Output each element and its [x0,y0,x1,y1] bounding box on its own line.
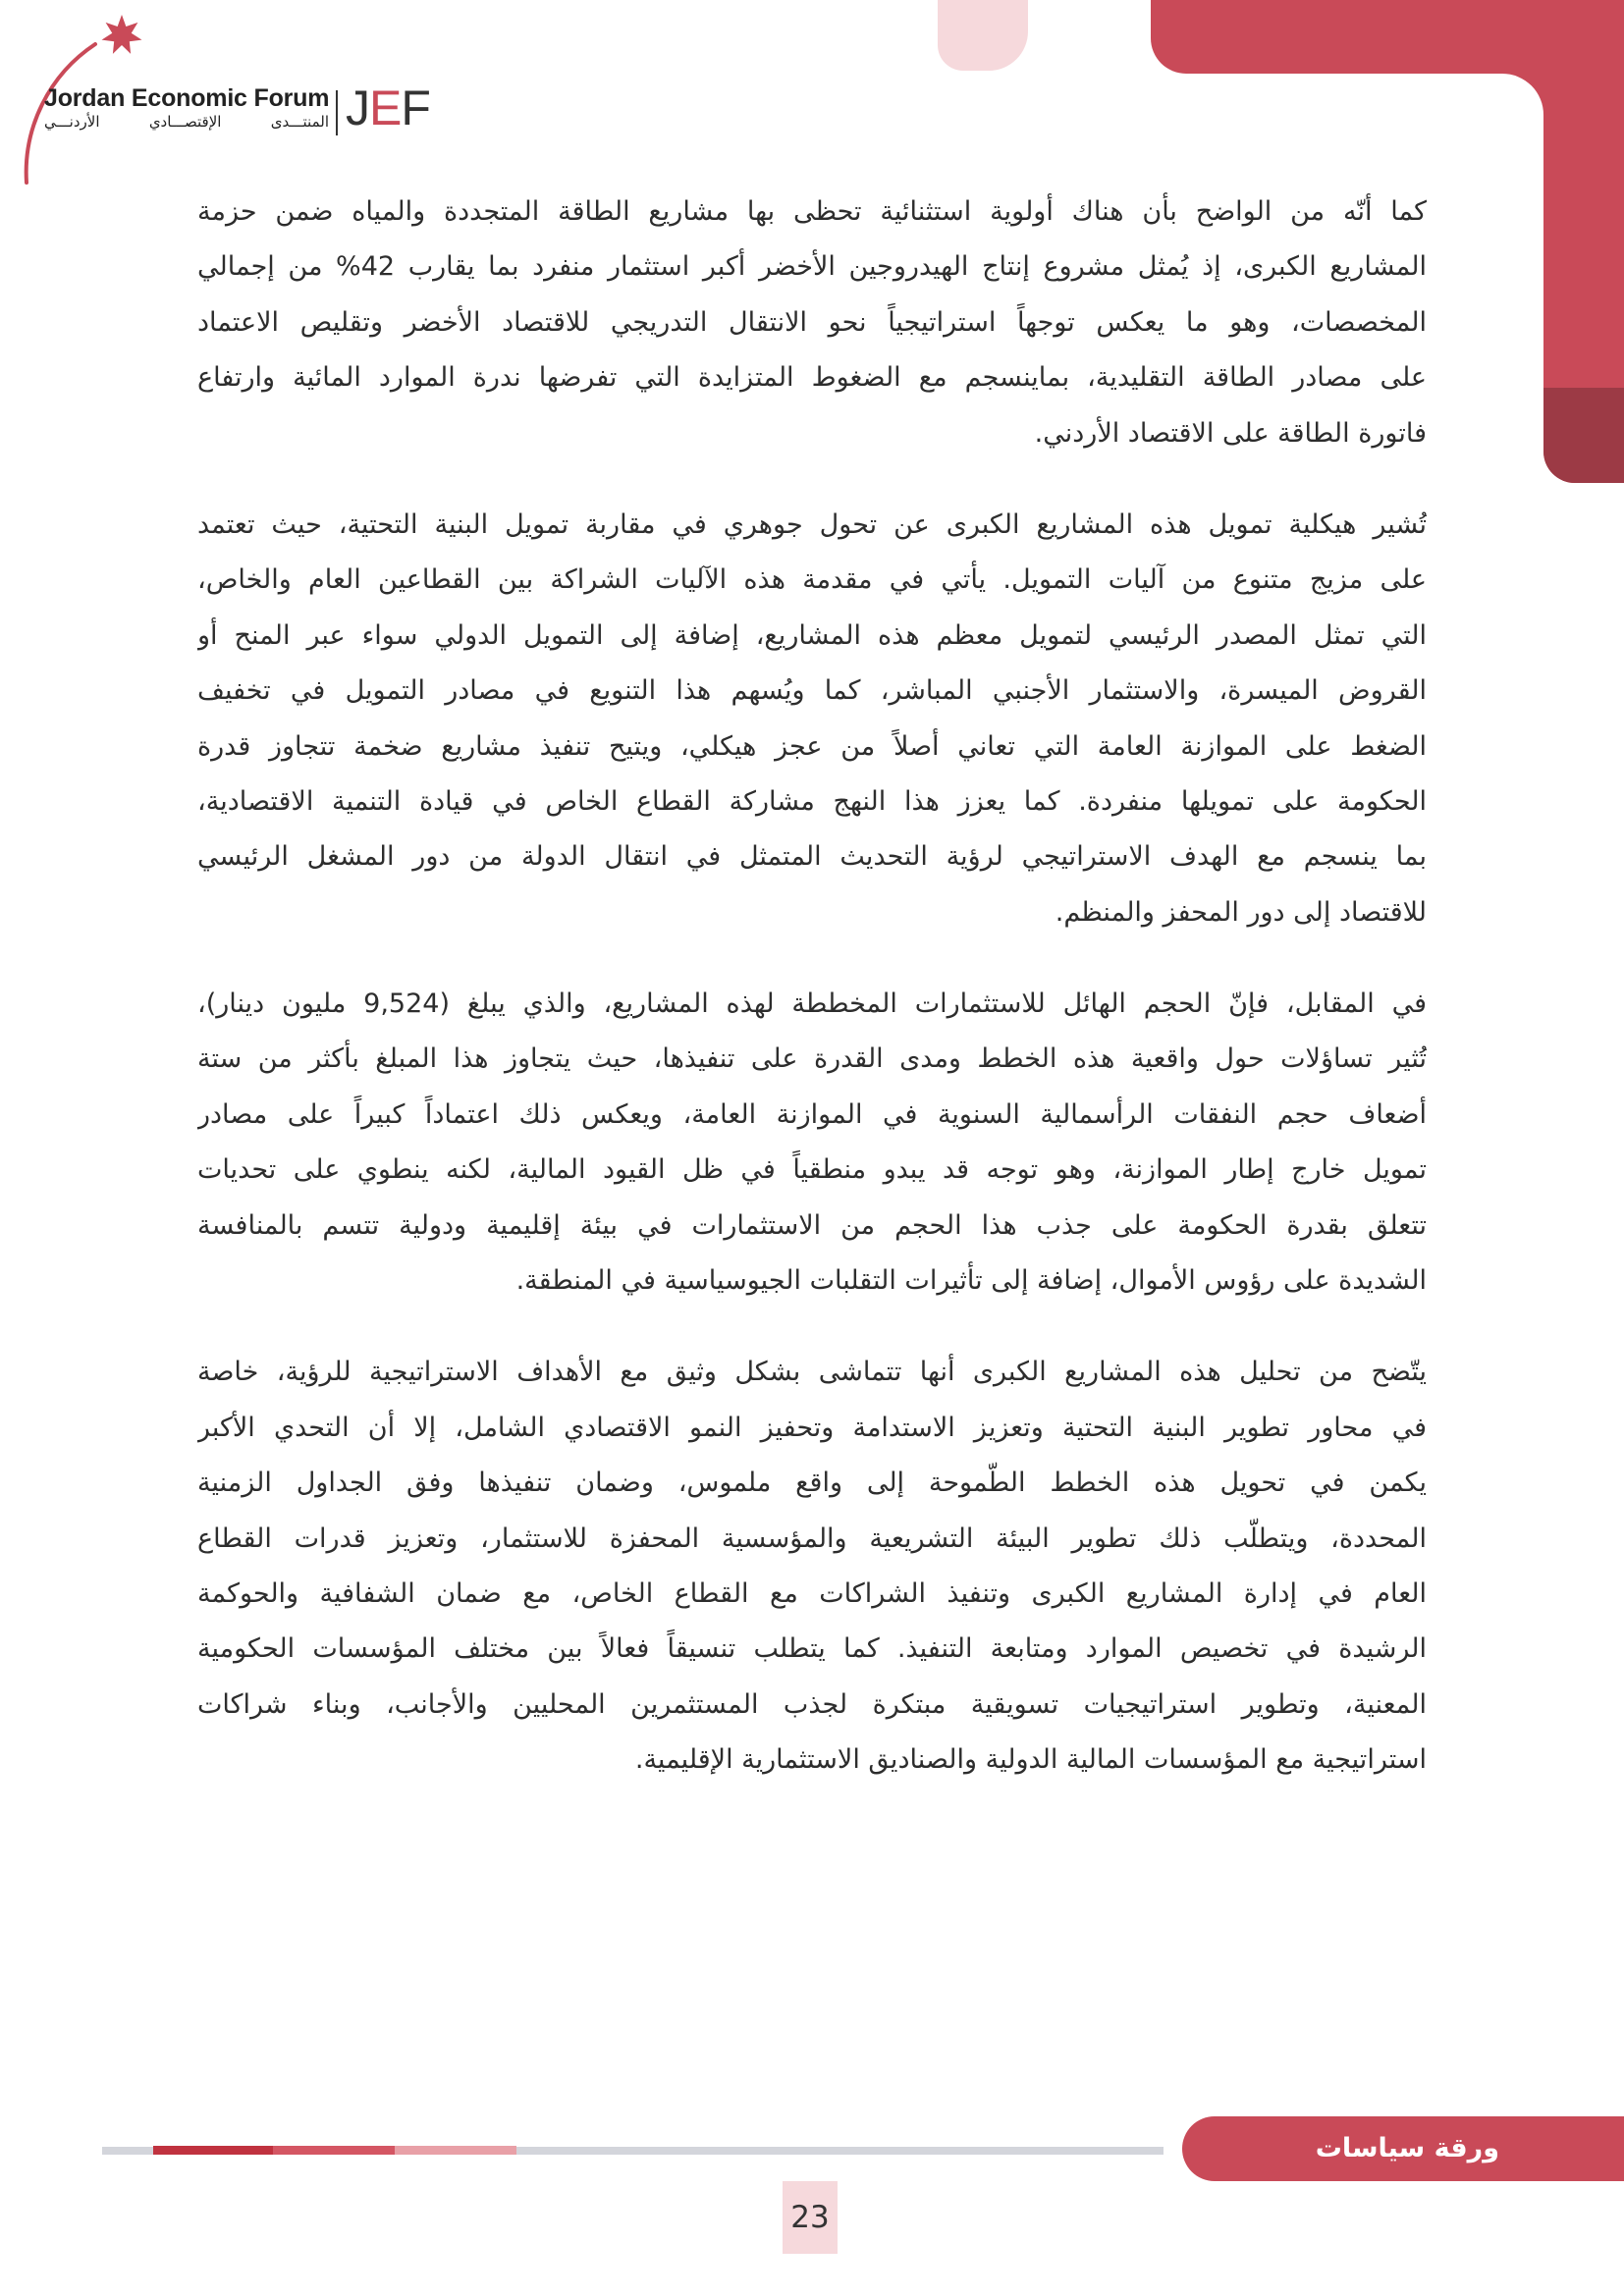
footer-progress-segment-mid [273,2146,395,2155]
paragraph-line: الحكومة على تمويلها منفردة. كما يعزز هذا النهج مشاركة القطاع الخاص في قيادة التنمية الاقتصادية، [197,785,1427,817]
paragraph-line: تمويل خارج إطار الموازنة، وهو توجه قد يبدو منطقياً في ظل القيود المالية، لكنه ينطوي على تحديات [197,1154,1427,1186]
paragraph-line: الرشيدة في تخصيص الموارد ومتابعة التنفيذ. كما يتطلب تنسيقاً فعالاً بين مختلف المؤسسات الحكومية [197,1633,1427,1665]
page-number: 23 [783,2181,838,2254]
paragraph-line: كما أنّه من الواضح بأن هناك أولوية استثنائية تحظى بها مشاريع الطاقة المتجددة والمياه ضمن حزمة [197,196,1427,227]
paragraph-line: تتعلق بقدرة الحكومة على جذب هذا الحجم من الاستثمارات في بيئة إقليمية ودولية تتسم بالمنافسة [197,1209,1427,1241]
section-tab [1182,2116,1624,2181]
paragraph-line: يتّضح من تحليل هذه المشاريع الكبرى أنها تتماشى بشكل وثيق مع الأهداف الاستراتيجية للرؤية، خاصة [197,1357,1427,1388]
header-corner-curve-decoration [1463,74,1543,154]
paragraph-line: في المقابل، فإنّ الحجم الهائل للاستثمارات المخططة لهذه المشاريع، والذي يبلغ (9,524 مليون دينار)، [197,988,1427,1020]
paragraph-line: أضعاف حجم النفقات الرأسمالية السنوية في الموازنة العامة، ويعكس ذلك اعتماداً كبيراً على مصادر [197,1098,1427,1130]
paragraph-line: المخصصات، وهو ما يعكس توجهاً استراتيجياً نحو الانتقال التدريجي للاقتصاد الأخضر وتقليص الاعتماد [197,306,1427,338]
paragraph-line: يكمن في تحويل هذه الخطط الطّموحة إلى واقع ملموس، وضمان تنفيذها وفق الجداول الزمنية [197,1468,1427,1499]
logo-star-icon [102,15,142,54]
section-label: ورقة سياسات [1315,2133,1499,2163]
paragraph-4 [197,1345,1427,1788]
logo-divider [336,90,338,135]
paragraph-line: المحددة، ويتطلّب ذلك تطوير البيئة التشريعية والمؤسسية المحفزة للاستثمار، وتعزيز قدرات القطاع [197,1522,1427,1554]
paragraph-line: العام في إدارة المشاريع الكبرى وتنفيذ الشراكات مع القطاع الخاص، مع ضمان الشفافية والحوكمة [197,1577,1427,1609]
paragraph-3 [197,977,1427,1308]
logo-letter-j: J [346,80,369,135]
paragraph-line: على مصادر الطاقة التقليدية، بماينسجم مع الضغوط المتزايدة التي تفرضها ندرة الموارد المائية وارتفاع [197,362,1427,394]
paragraph-line: بما ينسجم مع الهدف الاستراتيجي لرؤية التحديث المتمثل في انتقال الدولة من دور المشغل الرئيسي [197,841,1427,873]
footer-progress-segment-dark [153,2146,273,2155]
paragraph-line: التي تمثل المصدر الرئيسي لتمويل معظم هذه المشاريع، إضافة إلى التمويل الدولي سواء عبر المنح أو [197,619,1427,651]
logo-letter-e: E [369,80,402,135]
paragraph-line: القروض الميسرة، والاستثمار الأجنبي المباشر، كما ويُسهم هذا التنويع في مصادر التمويل في تخفيف [197,675,1427,707]
side-red-strip-decoration [1543,0,1624,483]
logo-subtitle: المنتـــدى الإقتصـــادي الأردنـــي [44,113,329,131]
paragraph-line: المعنية، وتطوير استراتيجيات تسويقية مبتكرة لجذب المستثمرين المحليين والأجانب، وبناء شراكات [197,1688,1427,1720]
paragraph-line: في محاور تطوير البنية التحتية وتعزيز الاستدامة وتحفيز النمو الاقتصادي الشامل، إلا أن التحدي الأكبر [197,1412,1427,1443]
paragraph-1 [197,185,1427,461]
logo-abbreviation [346,80,430,135]
side-strip-dark-segment [1543,388,1624,483]
footer-progress-segment-light [395,2146,516,2155]
paragraph-line: فاتورة الطاقة على الاقتصاد الأردني. [1034,417,1427,449]
paragraph-line: الشديدة على رؤوس الأموال، إضافة إلى تأثيرات التقلبات الجيوسياسية في المنطقة. [515,1265,1427,1297]
paragraph-line: تُثير تساؤلات حول واقعية هذه الخطط ومدى القدرة على تنفيذها، حيث يتجاوز هذا المبلغ بأكثر من ستة [197,1043,1427,1075]
paragraph-2 [197,498,1427,940]
logo-letter-f: F [401,80,430,135]
paragraph-line: تُشير هيكلية تمويل هذه المشاريع الكبرى عن تحول جوهري في مقاربة تمويل البنية التحتية، حيث تعتمد [197,508,1427,540]
paragraph-line: استراتيجية مع المؤسسات المالية الدولية والصناديق الاستثمارية الإقليمية. [634,1744,1427,1776]
body-text [197,185,1427,1825]
paragraph-line: على مزيج متنوع من آليات التمويل. يأتي في مقدمة هذه الآليات الشراكة بين القطاعين العام والخاص، [197,564,1427,596]
header-pink-tab-decoration [938,0,1028,71]
logo-title: Jordan Economic Forum [44,84,330,112]
paragraph-line: الضغط على الموازنة العامة التي تعاني أصلاً من عجز هيكلي، ويتيح تنفيذ مشاريع ضخمة تتجاوز قدرة [197,730,1427,762]
paragraph-line: المشاريع الكبرى، إذ يُمثل مشروع إنتاج الهيدروجين الأخضر أكبر استثمار منفرد بما يقارب 42% من إجمالي [197,251,1427,283]
paragraph-line: للاقتصاد إلى دور المحفز والمنظم. [1055,896,1427,928]
